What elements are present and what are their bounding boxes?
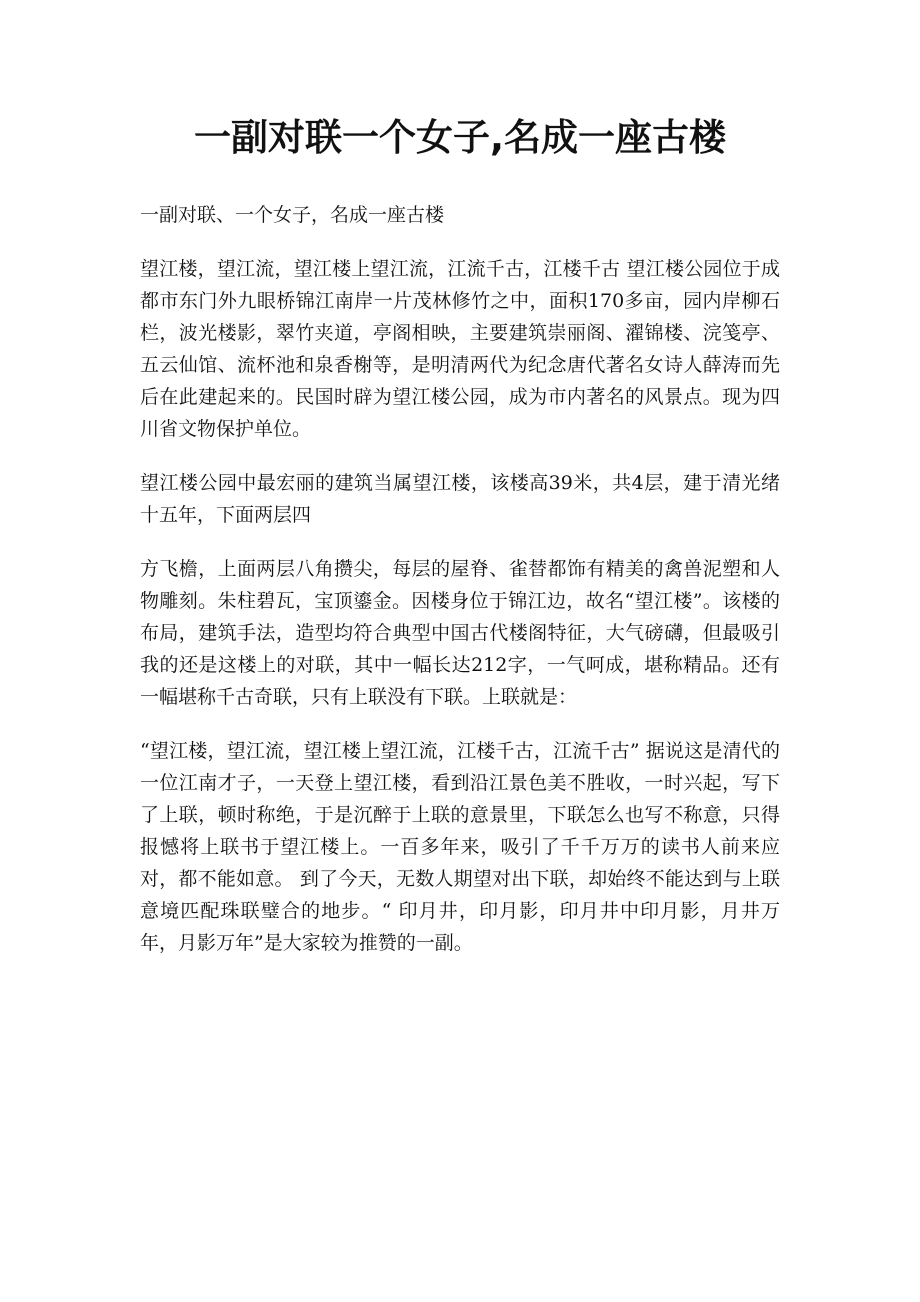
document-subtitle: 一副对联、一个女子，名成一座古楼 bbox=[140, 204, 445, 226]
paragraph-1: 望江楼，望江流，望江楼上望江流，江流千古，江楼千古 望江楼公园位于成都市东门外九眼桥锦江南岸一片茂林修竹之中，面积170多亩，园内岸柳石栏，波光楼影，翠竹夹道，亭阁相映，主要建筑崇丽阁、濯锦楼、浣笺亭、五云仙馆、流杯池和泉香榭等，是明清两代为纪念唐代著名女诗人薛涛而先后在此建起来的。民国时辟为望江楼公园，成为市内著名的风景点。现为四川省文物保护单位。 bbox=[140, 258, 780, 440]
document-title: 一副对联一个女子,名成一座古楼 bbox=[193, 116, 727, 159]
paragraph-4: “望江楼，望江流，望江楼上望江流，江楼千古，江流千古” 据说这是清代的一位江南才子，一天登上望江楼，看到沿江景色美不胜收，一时兴起，写下了上联，顿时称绝，于是沉醉于上联的意景里，下联怎么也写不称意，只得报憾将上联书于望江楼上。一百多年来，吸引了千千万万的读书人前来应对，都不能如意。 到了今天，无数人期望对出下联，却始终不能达到与上联意境匹配珠联璧合的地步。“ 印月井，印月影，印月井中印月影，月井万年，月影万年”是大家较为推赞的一副。 bbox=[140, 740, 780, 954]
paragraph-2: 望江楼公园中最宏丽的建筑当属望江楼，该楼高39米，共4层，建于清光绪十五年，下面两层四 bbox=[140, 472, 780, 526]
paragraph-3: 方飞檐，上面两层八角攒尖，每层的屋脊、雀替都饰有精美的禽兽泥塑和人物雕刻。朱柱碧瓦，宝顶鎏金。因楼身位于锦江边，故名“望江楼”。该楼的布局，建筑手法，造型均符合典型中国古代楼阁特征，大气磅礴，但最吸引我的还是这楼上的对联，其中一幅长达212字，一气呵成，堪称精品。还有一幅堪称千古奇联，只有上联没有下联。上联就是： bbox=[140, 558, 780, 708]
